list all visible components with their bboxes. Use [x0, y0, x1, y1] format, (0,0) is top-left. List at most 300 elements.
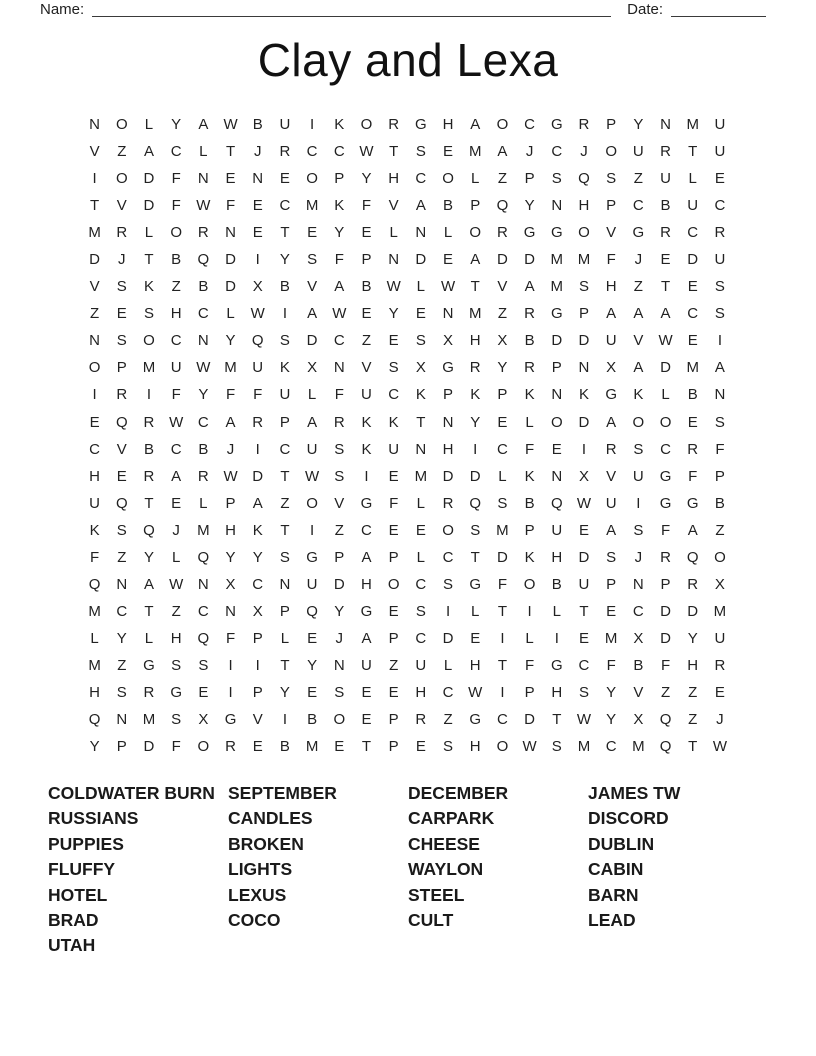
grid-cell: E — [687, 413, 698, 431]
letter-grid — [81, 111, 734, 760]
grid-cell: R — [578, 116, 590, 134]
grid-cell: W — [440, 278, 456, 296]
grid-cell: H — [469, 738, 481, 756]
grid-cell: K — [279, 359, 290, 377]
grid-cell: P — [524, 170, 535, 188]
grid-cell: Z — [715, 521, 725, 539]
grid-cell: F — [225, 629, 236, 647]
grid-cell: C — [496, 711, 508, 729]
grid-cell: V — [361, 359, 372, 377]
grid-cell: E — [660, 251, 671, 269]
grid-cell: A — [361, 629, 372, 647]
grid-cell: A — [171, 467, 182, 485]
grid-cell: C — [578, 656, 590, 674]
grid-cell: J — [634, 251, 643, 269]
grid-cell: F — [171, 738, 181, 756]
grid-cell: X — [252, 602, 263, 620]
grid-cell: O — [523, 575, 536, 593]
grid-cell: I — [310, 116, 315, 134]
grid-cell: V — [116, 440, 127, 458]
grid-cell: I — [228, 656, 233, 674]
word-item: STEEL — [408, 884, 465, 905]
grid-cell: U — [279, 116, 291, 134]
word-column — [48, 781, 228, 959]
grid-cell: A — [470, 116, 481, 134]
grid-cell: S — [551, 738, 562, 756]
grid-cell: Y — [361, 170, 372, 188]
grid-cell: N — [279, 575, 291, 593]
grid-cell: S — [415, 143, 426, 161]
grid-cell: I — [473, 440, 478, 458]
grid-cell: B — [524, 494, 535, 512]
grid-cell: J — [525, 143, 534, 161]
word-item: DECEMBER — [408, 783, 509, 803]
grid-cell: A — [606, 521, 617, 539]
grid-cell: D — [143, 170, 155, 188]
grid-cell: R — [687, 575, 699, 593]
word-item: DISCORD — [588, 808, 669, 829]
grid-cell: G — [415, 116, 427, 134]
grid-cell: C — [605, 738, 617, 756]
grid-cell: C — [632, 602, 644, 620]
grid-cell: T — [552, 711, 562, 729]
grid-cell: I — [146, 386, 152, 404]
grid-cell: M — [604, 629, 618, 647]
grid-cell: C — [687, 305, 699, 323]
grid-cell: O — [88, 359, 101, 377]
grid-cell: O — [360, 116, 373, 134]
grid-cell: D — [496, 548, 508, 566]
grid-cell: U — [632, 143, 644, 161]
grid-cell: H — [687, 656, 699, 674]
grid-cell: D — [578, 413, 590, 431]
grid-cell: Y — [171, 116, 182, 134]
grid-cell: W — [658, 332, 673, 350]
grid-cell: W — [223, 467, 238, 485]
grid-cell: Y — [687, 629, 698, 647]
word-item: CULT — [408, 910, 454, 931]
word-item: CARPARK — [408, 808, 495, 829]
grid-cell: F — [497, 575, 507, 593]
grid-cell: H — [89, 467, 101, 485]
grid-cell: F — [525, 656, 535, 674]
grid-cell: A — [252, 494, 263, 512]
grid-cell: B — [279, 278, 290, 296]
grid-cell: N — [333, 359, 345, 377]
grid-cell: R — [388, 116, 400, 134]
grid-cell: H — [551, 548, 563, 566]
grid-cell: E — [388, 684, 399, 701]
grid-cell: E — [687, 332, 698, 350]
word-item: COLDWATER BURN — [48, 783, 215, 803]
grid-cell: P — [606, 575, 617, 593]
grid-cell: E — [415, 738, 426, 756]
grid-cell: F — [660, 656, 671, 674]
grid-cell: R — [116, 386, 128, 404]
grid-cell: E — [89, 413, 100, 431]
grid-cell: V — [307, 278, 318, 296]
word-item: CHEESE — [408, 833, 480, 854]
grid-cell: A — [415, 197, 426, 215]
word-column — [228, 781, 408, 959]
word-item: JAMES TW — [588, 783, 681, 803]
grid-cell: N — [388, 251, 400, 269]
grid-cell: G — [170, 684, 182, 701]
grid-cell: M — [88, 602, 101, 620]
grid-cell: J — [580, 143, 588, 161]
grid-cell: Q — [469, 494, 482, 512]
grid-cell: C — [415, 170, 427, 188]
grid-cell: C — [442, 684, 454, 701]
grid-cell: C — [524, 116, 536, 134]
word-column — [408, 781, 588, 959]
word-item: BRAD — [48, 910, 99, 931]
grid-cell: C — [333, 332, 345, 350]
grid-cell: Z — [497, 170, 507, 188]
grid-cell: D — [551, 332, 563, 350]
grid-cell: Q — [306, 602, 318, 620]
grid-cell: Z — [117, 656, 127, 674]
grid-cell: T — [497, 656, 507, 674]
grid-cell: C — [252, 575, 264, 593]
grid-cell: M — [88, 656, 101, 674]
grid-cell: D — [143, 738, 155, 756]
grid-cell: B — [633, 656, 644, 674]
grid-cell: H — [361, 575, 372, 593]
grid-cell: C — [306, 143, 318, 161]
word-item: BARN — [588, 884, 639, 905]
grid-cell: H — [170, 629, 182, 647]
grid-cell: F — [660, 521, 671, 539]
grid-cell: M — [88, 224, 101, 242]
grid-cell: N — [116, 575, 128, 593]
grid-cell: F — [253, 386, 263, 404]
grid-cell: W — [468, 684, 483, 701]
grid-cell: O — [387, 575, 400, 593]
grid-cell: J — [253, 143, 262, 161]
grid-cell: M — [468, 305, 482, 323]
grid-cell: G — [550, 656, 563, 674]
grid-cell: S — [279, 332, 290, 350]
grid-cell: H — [605, 278, 617, 296]
grid-cell: E — [470, 629, 481, 647]
grid-cell: I — [228, 684, 233, 701]
grid-cell: P — [524, 521, 535, 539]
grid-cell: R — [279, 143, 291, 161]
grid-cell: X — [307, 359, 318, 377]
date-underline — [671, 4, 766, 17]
grid-cell: L — [226, 305, 235, 323]
grid-cell: E — [307, 629, 318, 647]
grid-cell: G — [360, 602, 373, 620]
grid-cell: C — [714, 197, 726, 215]
grid-cell: S — [334, 440, 345, 458]
grid-cell: O — [469, 224, 482, 242]
grid-cell: M — [686, 116, 699, 134]
grid-cell: Z — [117, 143, 127, 161]
grid-cell: Z — [334, 521, 344, 539]
grid-cell: R — [496, 224, 508, 242]
grid-cell: J — [716, 711, 724, 729]
grid-cell: K — [361, 413, 372, 431]
word-item: COCO — [228, 910, 281, 931]
grid-cell: O — [197, 738, 210, 756]
grid-cell: U — [714, 629, 726, 647]
grid-cell: R — [524, 359, 536, 377]
grid-cell: X — [252, 278, 263, 296]
grid-cell: W — [332, 305, 347, 323]
grid-cell: R — [660, 224, 671, 242]
grid-cell: Q — [496, 197, 509, 215]
grid-cell: E — [116, 467, 127, 485]
grid-cell: X — [443, 332, 454, 350]
grid-cell: S — [497, 494, 508, 512]
word-item: PUPPIES — [48, 833, 124, 854]
grid-cell: V — [89, 278, 100, 296]
grid-cell: Y — [497, 359, 508, 377]
grid-cell: N — [660, 116, 671, 134]
grid-cell: Y — [334, 602, 345, 620]
grid-cell: N — [442, 305, 454, 323]
grid-cell: P — [443, 386, 454, 404]
grid-cell: A — [225, 413, 236, 431]
grid-cell: D — [524, 711, 536, 729]
grid-cell: O — [170, 224, 182, 242]
grid-cell: N — [116, 711, 128, 729]
header — [40, 1, 766, 18]
grid-cell: N — [415, 440, 427, 458]
grid-cell: P — [279, 413, 290, 431]
grid-cell: N — [632, 575, 644, 593]
grid-cell: D — [687, 251, 699, 269]
grid-cell: O — [578, 224, 590, 242]
grid-cell: C — [116, 602, 128, 620]
grid-cell: I — [255, 251, 260, 269]
grid-cell: R — [660, 143, 671, 161]
grid-cell: V — [606, 224, 617, 242]
grid-cell: I — [255, 440, 260, 458]
grid-cell: N — [225, 602, 236, 620]
grid-cell: E — [578, 521, 589, 539]
grid-cell: M — [142, 359, 156, 377]
grid-cell: H — [388, 170, 400, 188]
grid-cell: O — [442, 170, 454, 188]
grid-cell: F — [225, 386, 236, 404]
grid-cell: S — [714, 278, 725, 296]
grid-cell: U — [605, 494, 617, 512]
grid-cell: S — [415, 332, 426, 350]
grid-cell: G — [306, 548, 318, 566]
grid-cell: C — [660, 440, 671, 458]
grid-cell: U — [632, 467, 644, 485]
grid-cell: Q — [197, 251, 210, 269]
grid-cell: S — [606, 548, 617, 566]
grid-cell: T — [144, 251, 154, 269]
grid-cell: T — [280, 467, 290, 485]
grid-cell: O — [143, 332, 155, 350]
grid-cell: Q — [659, 711, 672, 729]
grid-cell: T — [688, 143, 698, 161]
grid-cell: D — [496, 251, 508, 269]
grid-cell: P — [606, 197, 617, 215]
grid-cell: I — [364, 467, 369, 485]
grid-cell: R — [143, 413, 155, 431]
grid-cell: R — [687, 440, 699, 458]
grid-cell: N — [89, 116, 101, 134]
grid-cell: U — [306, 575, 318, 593]
grid-cell: G — [469, 575, 482, 593]
grid-cell: O — [714, 548, 726, 566]
grid-cell: R — [714, 656, 726, 674]
grid-cell: Z — [660, 684, 671, 701]
grid-cell: N — [252, 170, 264, 188]
grid-cell: S — [116, 278, 127, 296]
grid-cell: E — [279, 170, 290, 188]
grid-cell: K — [524, 467, 535, 485]
grid-cell: L — [144, 629, 154, 647]
grid-cell: V — [633, 684, 644, 701]
grid-cell: Y — [633, 116, 644, 134]
grid-cell: C — [632, 197, 644, 215]
grid-cell: T — [144, 602, 154, 620]
grid-cell: H — [551, 684, 563, 701]
grid-cell: Y — [143, 548, 154, 566]
grid-cell: V — [606, 467, 617, 485]
grid-cell: P — [225, 494, 236, 512]
grid-cell: F — [715, 440, 725, 458]
grid-cell: Q — [115, 494, 128, 512]
grid-cell: Q — [197, 548, 210, 566]
grid-cell: L — [443, 224, 453, 242]
grid-cell: D — [660, 602, 671, 620]
grid-cell: R — [252, 413, 264, 431]
grid-cell: L — [688, 170, 697, 188]
grid-cell: Z — [688, 711, 698, 729]
grid-cell: R — [415, 711, 427, 729]
grid-cell: S — [198, 656, 209, 674]
word-item: HOTEL — [48, 884, 108, 905]
grid-cell: S — [443, 738, 454, 756]
grid-cell: U — [279, 386, 291, 404]
grid-cell: U — [89, 494, 101, 512]
grid-cell: W — [196, 197, 211, 215]
grid-cell: Z — [688, 684, 698, 701]
grid-cell: K — [578, 386, 589, 404]
grid-cell: S — [116, 332, 127, 350]
grid-cell: D — [524, 251, 536, 269]
grid-cell: R — [469, 359, 481, 377]
grid-cell: V — [89, 143, 100, 161]
grid-cell: K — [143, 278, 154, 296]
grid-cell: E — [415, 305, 426, 323]
grid-cell: X — [225, 575, 236, 593]
grid-cell: N — [551, 386, 563, 404]
grid-cell: D — [225, 278, 236, 296]
grid-cell: E — [578, 629, 589, 647]
grid-cell: T — [688, 738, 698, 756]
grid-cell: P — [334, 170, 345, 188]
grid-cell: G — [605, 386, 617, 404]
grid-cell: U — [306, 440, 318, 458]
grid-cell: X — [714, 575, 725, 593]
grid-cell: K — [334, 197, 345, 215]
grid-cell: S — [279, 548, 290, 566]
grid-cell: I — [500, 629, 505, 647]
grid-cell: C — [388, 386, 400, 404]
grid-cell: I — [581, 440, 587, 458]
grid-cell: K — [334, 116, 345, 134]
grid-cell: H — [469, 332, 481, 350]
grid-cell: W — [169, 575, 184, 593]
word-item: LIGHTS — [228, 859, 293, 880]
grid-cell: F — [334, 251, 344, 269]
grid-cell: U — [660, 170, 671, 188]
grid-cell: E — [361, 684, 372, 701]
word-item: LEXUS — [228, 884, 287, 905]
grid-cell: D — [89, 251, 101, 269]
grid-cell: C — [197, 413, 209, 431]
grid-cell: E — [415, 521, 426, 539]
grid-cell: P — [252, 684, 263, 701]
grid-cell: G — [442, 359, 454, 377]
grid-cell: V — [388, 197, 399, 215]
grid-cell: N — [578, 359, 590, 377]
grid-cell: D — [225, 251, 236, 269]
grid-cell: P — [388, 629, 399, 647]
grid-cell: R — [143, 467, 155, 485]
grid-cell: Q — [550, 494, 563, 512]
grid-cell: T — [280, 656, 290, 674]
grid-cell: S — [633, 440, 644, 458]
grid-cell: E — [361, 305, 372, 323]
grid-cell: L — [416, 494, 426, 512]
grid-cell: Z — [633, 278, 643, 296]
grid-cell: T — [280, 224, 290, 242]
grid-cell: N — [551, 197, 563, 215]
grid-cell: L — [471, 170, 480, 188]
word-column — [588, 781, 768, 959]
grid-cell: M — [550, 251, 564, 269]
grid-cell: I — [636, 494, 641, 512]
grid-cell: T — [660, 278, 671, 296]
grid-cell: L — [661, 386, 670, 404]
grid-cell: F — [361, 197, 372, 215]
grid-cell: M — [414, 467, 428, 485]
grid-cell: N — [442, 413, 454, 431]
grid-cell: M — [577, 251, 591, 269]
grid-cell: T — [497, 602, 507, 620]
grid-cell: Q — [88, 575, 101, 593]
word-item: WAYLON — [408, 859, 484, 880]
word-list — [48, 781, 768, 959]
grid-cell: B — [551, 575, 562, 593]
grid-cell: H — [442, 440, 454, 458]
grid-cell: A — [143, 143, 154, 161]
grid-cell: P — [524, 684, 535, 701]
grid-cell: Z — [90, 305, 100, 323]
grid-cell: E — [388, 521, 399, 539]
grid-cell: Y — [252, 548, 263, 566]
grid-cell: N — [714, 386, 726, 404]
grid-cell: N — [197, 170, 209, 188]
grid-cell: P — [578, 305, 589, 323]
grid-cell: C — [197, 602, 209, 620]
grid-cell: N — [89, 332, 101, 350]
grid-cell: E — [497, 413, 508, 431]
grid-cell: F — [606, 251, 616, 269]
grid-cell: J — [226, 440, 235, 458]
grid-cell: Q — [659, 738, 672, 756]
